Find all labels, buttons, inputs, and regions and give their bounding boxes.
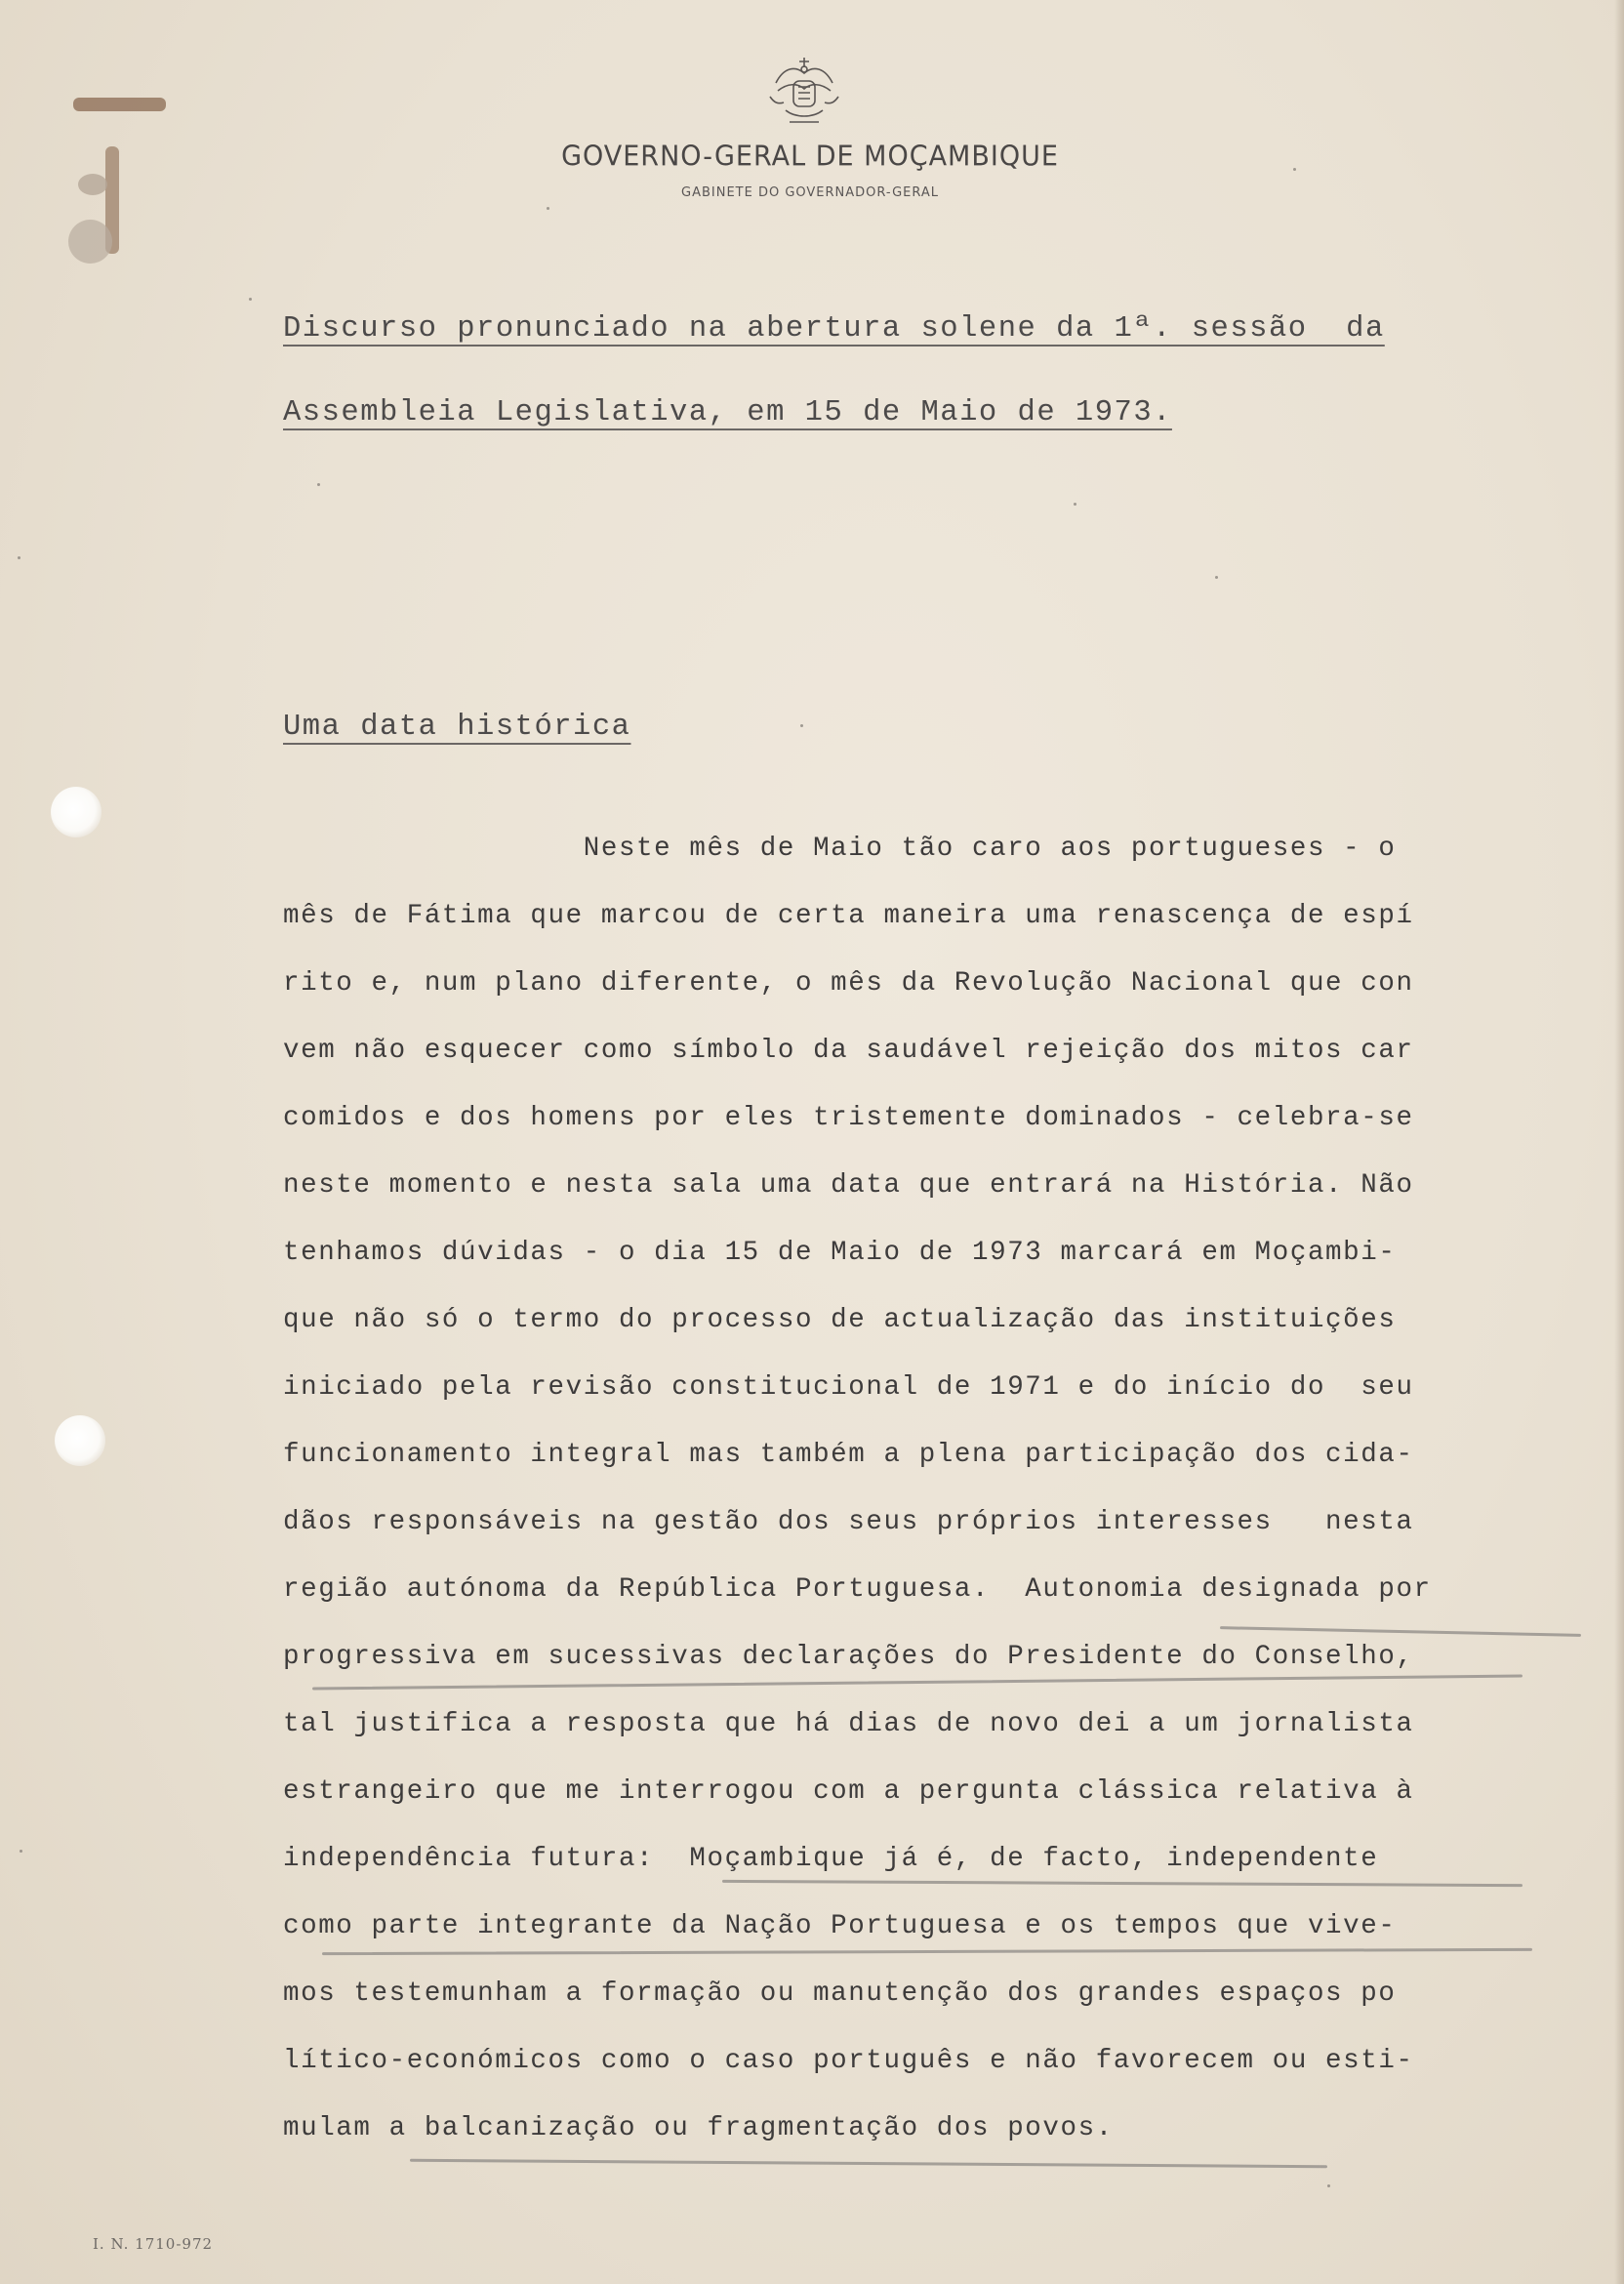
paper-speck <box>800 724 803 727</box>
punch-hole <box>51 787 102 837</box>
headline-line-2 <box>283 396 1552 429</box>
pencil-underline <box>410 2159 1327 2169</box>
body-line: iniciado pela revisão constitucional de 1971 e do início do seu <box>283 1372 1414 1403</box>
punch-hole <box>55 1415 105 1466</box>
paper-speck <box>18 556 20 559</box>
rust-mark <box>68 220 112 264</box>
body-line: região autónoma da República Portuguesa. Autonomia designada por <box>283 1574 1432 1605</box>
headline-line-1 <box>283 312 1552 346</box>
footer-form-code: I. N. 1710-972 <box>93 2235 214 2253</box>
section-heading: Uma data histórica <box>283 711 631 744</box>
pencil-underline <box>312 1675 1522 1691</box>
body-line: lítico-económicos como o caso português e não favorecem ou esti- <box>283 2046 1414 2076</box>
body-line: tenhamos dúvidas - o dia 15 de Maio de 1973 marcará em Moçambi- <box>283 1238 1397 1268</box>
pencil-underline <box>322 1948 1532 1955</box>
body-line: dãos responsáveis na gestão dos seus próprios interesses nesta <box>283 1507 1414 1537</box>
headline-line-1-text: Discurso pronunciado na abertura solene da 1ª. sessão da <box>283 312 1385 346</box>
body-line: mos testemunham a formação ou manutenção dos grandes espaços po <box>283 1978 1397 2009</box>
paper-speck <box>547 207 549 210</box>
paper-speck <box>1293 168 1296 171</box>
body-line: que não só o termo do processo de actualização das instituições <box>283 1305 1397 1335</box>
body-line: comidos e dos homens por eles tristemente dominados - celebra-se <box>283 1103 1414 1133</box>
paper-speck <box>1327 2184 1330 2187</box>
rust-mark <box>78 174 107 195</box>
body-line: independência futura: Moçambique já é, de facto, independente <box>283 1844 1379 1874</box>
body-line: rito e, num plano diferente, o mês da Revolução Nacional que con <box>283 968 1414 999</box>
paper-speck <box>20 1850 22 1853</box>
pencil-underline <box>1220 1626 1581 1637</box>
paper-speck <box>1215 576 1218 579</box>
rust-mark <box>73 98 166 111</box>
headline-line-2-text: Assembleia Legislativa, em 15 de Maio de 1973. <box>283 396 1172 429</box>
body-line: mês de Fátima que marcou de certa maneira uma renascença de espí <box>283 901 1414 931</box>
paper-speck <box>1074 503 1076 506</box>
body-line: progressiva em sucessivas declarações do Presidente do Conselho, <box>283 1642 1414 1672</box>
body-line: mulam a balcanização ou fragmentação dos povos. <box>283 2113 1114 2143</box>
page-edge-shadow <box>1614 0 1624 2284</box>
paper-speck <box>249 298 252 301</box>
body-line: neste momento e nesta sala uma data que entrará na História. Não <box>283 1170 1414 1201</box>
body-line: estrangeiro que me interrogou com a pergunta clássica relativa à <box>283 1776 1414 1807</box>
body-line: como parte integrante da Nação Portuguesa e os tempos que vive- <box>283 1911 1397 1941</box>
letterhead-subtitle: GABINETE DO GOVERNADOR-GERAL <box>681 185 939 200</box>
body-line: vem não esquecer como símbolo da saudável rejeição dos mitos car <box>283 1036 1414 1066</box>
coat-of-arms-emblem <box>756 54 852 130</box>
pencil-underline <box>722 1880 1522 1887</box>
body-line: Neste mês de Maio tão caro aos portugueses - o <box>283 834 1397 864</box>
body-line: funcionamento integral mas também a plena participação dos cida- <box>283 1440 1414 1470</box>
body-line: tal justifica a resposta que há dias de novo dei a um jornalista <box>283 1709 1414 1739</box>
paper-speck <box>317 483 320 486</box>
letterhead-title: GOVERNO-GERAL DE MOÇAMBIQUE <box>561 141 1059 173</box>
